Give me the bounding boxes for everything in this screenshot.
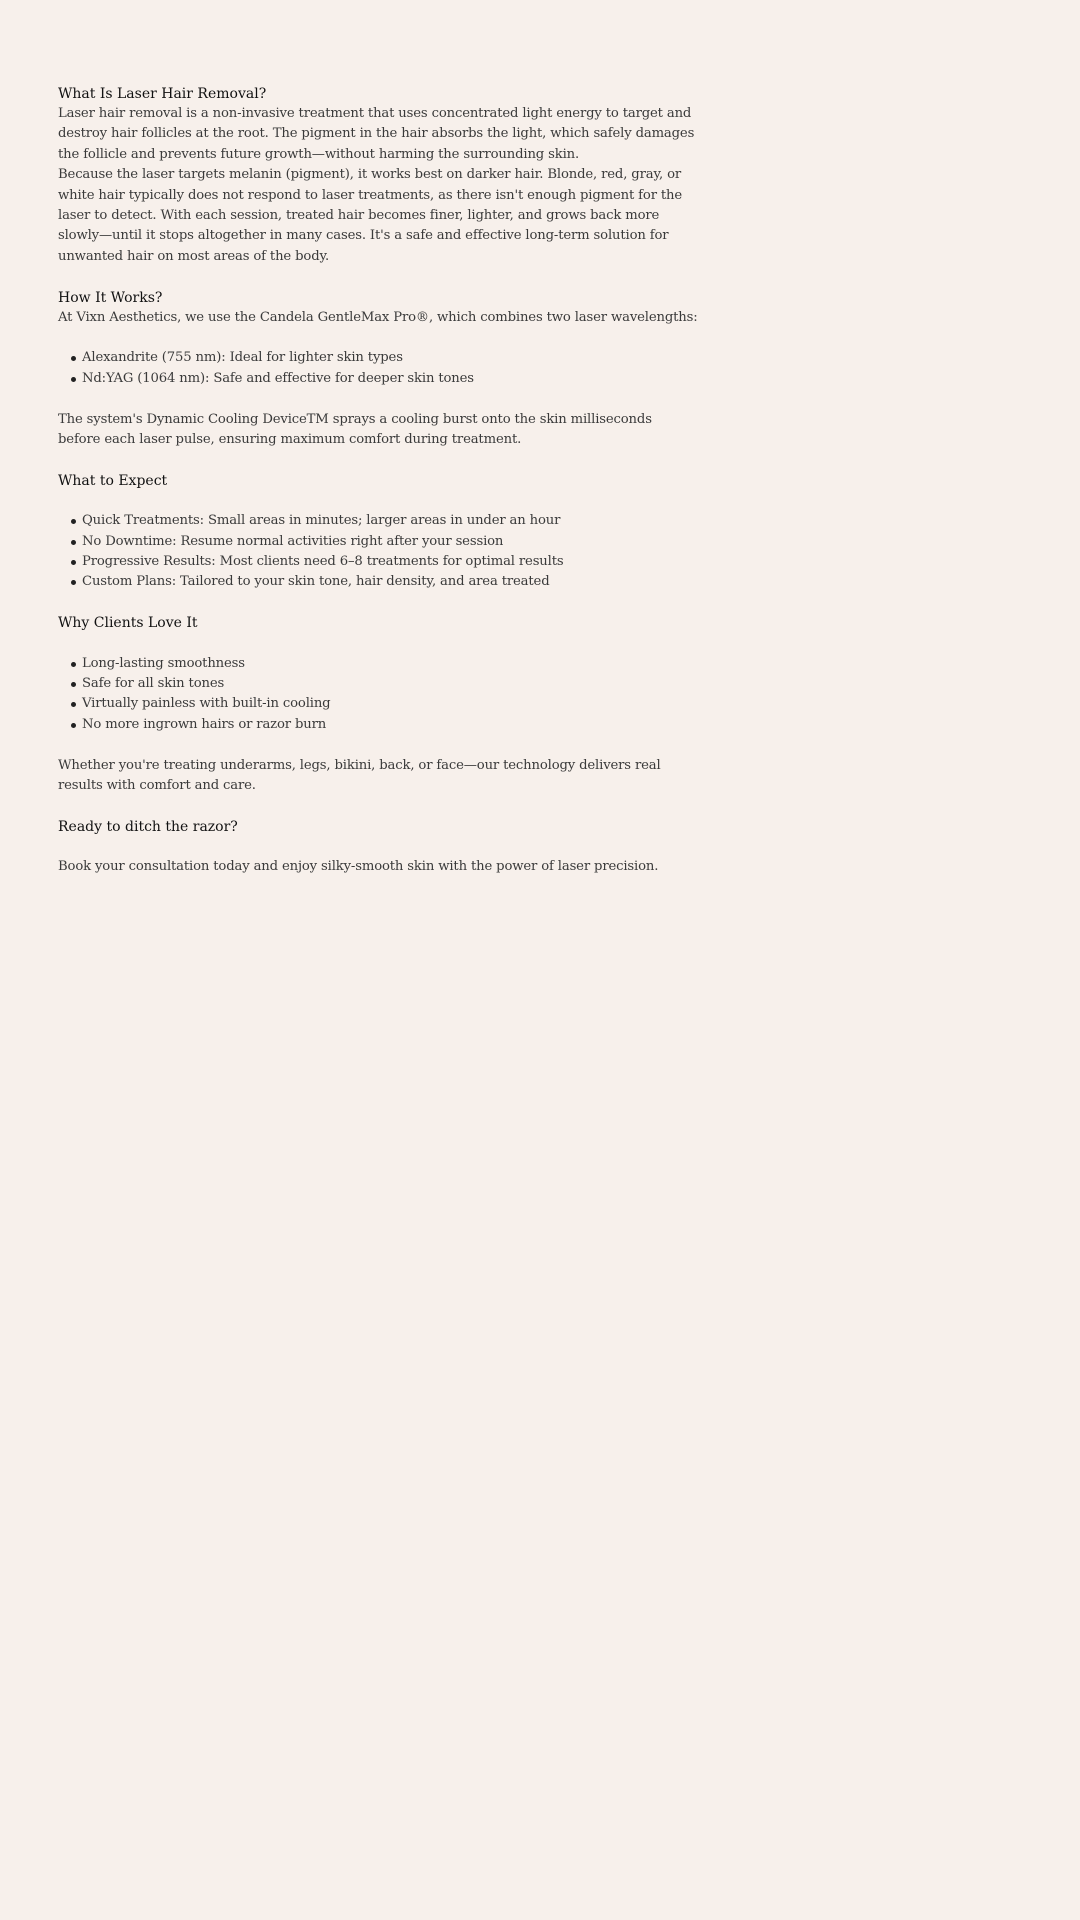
bullet-dot-icon <box>71 662 76 667</box>
list-item: No Downtime: Resume normal activities right after your session <box>82 532 698 552</box>
section-heading-why-clients-love-it: Why Clients Love It <box>58 615 198 632</box>
treatment-areas-paragraph: Whether you're treating underarms, legs, bikini, back, or face—our technology delivers real results with comfort and care. <box>58 757 661 794</box>
section-heading-how-it-works: How It Works? <box>58 289 163 306</box>
list-item: Long-lasting smoothness <box>82 654 698 674</box>
list-item: No more ingrown hairs or razor burn <box>82 715 698 735</box>
expectations-list <box>58 511 698 593</box>
bullet-dot-icon <box>71 540 76 545</box>
intro-paragraph: Laser hair removal is a non-invasive treatment that uses concentrated light energy to target and destroy hair follicles at the root. The pigment in the hair absorbs the light, which safely damages the follicle and prevents future growth—without harming the surrounding skin. <box>58 106 695 162</box>
bullet-dot-icon <box>71 377 76 382</box>
bullet-dot-icon <box>71 723 76 728</box>
list-item: Virtually painless with built-in cooling <box>82 694 698 714</box>
bullet-dot-icon <box>71 356 76 361</box>
section-heading-what-to-expect: What to Expect <box>58 472 168 489</box>
consultation-cta-paragraph: Book your consultation today and enjoy silky-smooth skin with the power of laser precision. <box>58 859 659 875</box>
list-item: Custom Plans: Tailored to your skin tone, hair density, and area treated <box>82 572 698 592</box>
bullet-dot-icon <box>71 682 76 687</box>
section-heading-what-is: What Is Laser Hair Removal? <box>58 86 267 102</box>
list-item: Progressive Results: Most clients need 6–8 treatments for optimal results <box>82 552 698 572</box>
bullet-dot-icon <box>71 702 76 707</box>
how-it-works-intro: At Vixn Aesthetics, we use the Candela GentleMax Pro®, which combines two laser wavelengths: <box>58 309 698 325</box>
section-heading-ready: Ready to ditch the razor? <box>58 818 238 835</box>
list-item: Alexandrite (755 nm): Ideal for lighter skin types <box>82 348 698 368</box>
bullet-dot-icon <box>71 560 76 565</box>
bullet-dot-icon <box>71 519 76 524</box>
list-item: Nd:YAG (1064 nm): Safe and effective for deeper skin tones <box>82 369 698 389</box>
list-item: Safe for all skin tones <box>82 674 698 694</box>
list-item: Quick Treatments: Small areas in minutes; larger areas in under an hour <box>82 511 698 531</box>
bullet-dot-icon <box>71 580 76 585</box>
wavelength-list <box>58 348 698 389</box>
melanin-paragraph: Because the laser targets melanin (pigment), it works best on darker hair. Blonde, red, gray, or white hair typically does not respond to laser treatments, as there isn't enough pigment for the laser to detect. With each session, treated hair becomes finer, lighter, and grows back more slowly—until it stops altogether in many cases. It's a safe and effective long-term solution for unwanted hair on most areas of the body. <box>58 167 683 264</box>
benefits-list <box>58 654 698 736</box>
cooling-paragraph: The system's Dynamic Cooling DeviceTM sprays a cooling burst onto the skin milliseconds before each laser pulse, ensuring maximum comfort during treatment. <box>58 411 652 448</box>
article-content <box>58 84 698 878</box>
